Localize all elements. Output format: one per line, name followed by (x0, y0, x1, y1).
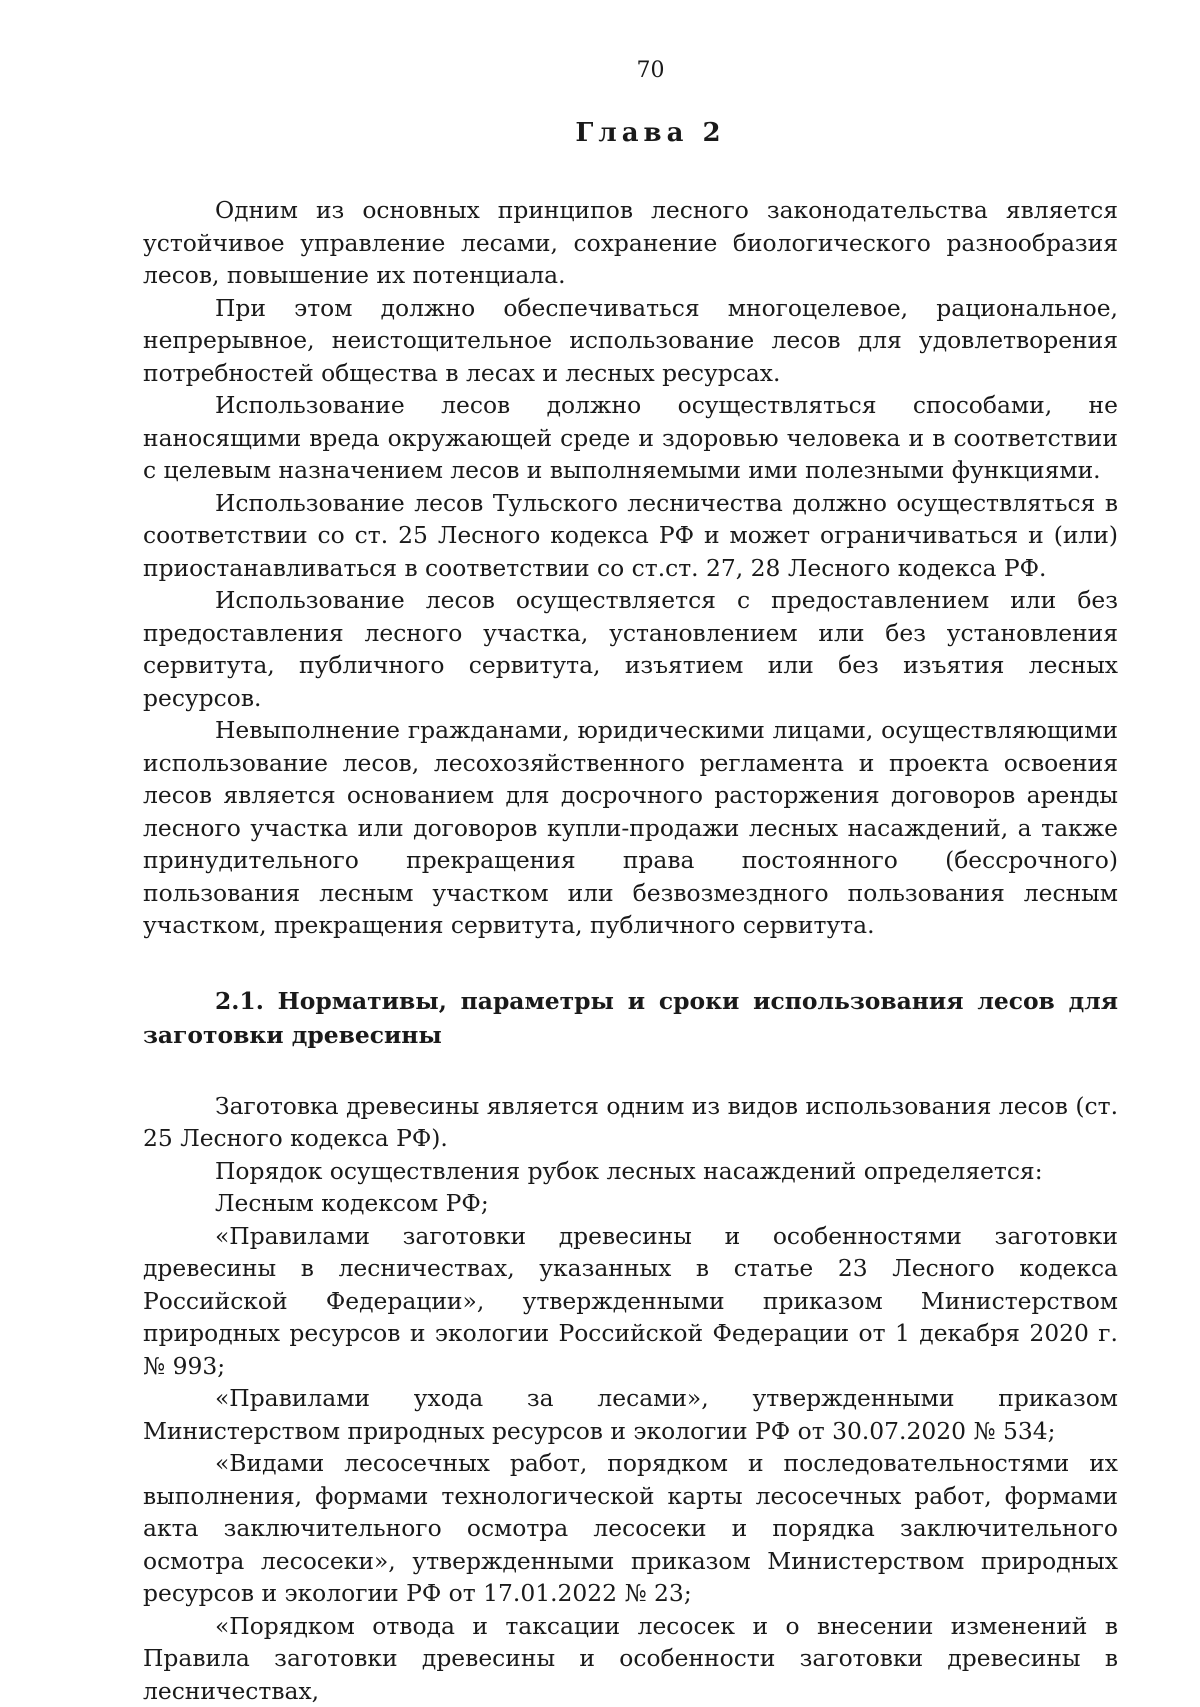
section-heading: 2.1. Нормативы, параметры и сроки использования лесов для заготовки древесины (143, 984, 1118, 1052)
paragraph: При этом должно обеспечиваться многоцелевое, рациональное, непрерывное, неистощительное использование лесов для удовлетворения потребностей общества в лесах и лесных ресурсах. (143, 292, 1118, 390)
paragraph: Заготовка древесины является одним из видов использования лесов (ст. 25 Лесного кодекса РФ). (143, 1090, 1118, 1155)
paragraph: «Правилами заготовки древесины и особенностями заготовки древесины в лесничествах, указанных в статье 23 Лесного кодекса Российской Федерации», утвержденными приказом Министерством природных ресурсов и экологии Российской Федерации от 1 декабря 2020 г. № 993; (143, 1220, 1118, 1383)
chapter-title: Глава 2 (143, 116, 1118, 150)
section-text (143, 1090, 1118, 1707)
paragraph: Использование лесов осуществляется с предоставлением или без предоставления лесного участка, установлением или без установления сервитута, публичного сервитута, изъятием или без изъятия лесных ресурсов. (143, 584, 1118, 714)
paragraph: Лесным кодексом РФ; (143, 1187, 1118, 1220)
paragraph: Использование лесов Тульского лесничества должно осуществляться в соответствии со ст. 25 Лесного кодекса РФ и может ограничиваться и (или) приостанавливаться в соответствии со ст.ст. 27, 28 Лесного кодекса РФ. (143, 487, 1118, 585)
paragraph: «Видами лесосечных работ, порядком и последовательностями их выполнения, формами технологической карты лесосечных работ, формами акта заключительного осмотра лесосеки и порядка заключительного осмотра лесосеки», утвержденными приказом Министерством природных ресурсов и экологии РФ от 17.01.2022 № 23; (143, 1447, 1118, 1610)
paragraph: «Порядком отвода и таксации лесосек и о внесении изменений в Правила заготовки древесины и особенности заготовки древесины в лесничествах, (143, 1610, 1118, 1707)
document-page (143, 0, 1118, 1707)
paragraph: «Правилами ухода за лесами», утвержденными приказом Министерством природных ресурсов и экологии РФ от 30.07.2020 № 534; (143, 1382, 1118, 1447)
page-number: 70 (143, 56, 1118, 86)
paragraph: Порядок осуществления рубок лесных насаждений определяется: (143, 1155, 1118, 1188)
intro-text (143, 194, 1118, 942)
paragraph: Использование лесов должно осуществляться способами, не наносящими вреда окружающей среде и здоровью человека и в соответствии с целевым назначением лесов и выполняемыми ими полезными функциями. (143, 389, 1118, 487)
paragraph: Невыполнение гражданами, юридическими лицами, осуществляющими использование лесов, лесохозяйственного регламента и проекта освоения лесов является основанием для досрочного расторжения договоров аренды лесного участка или договоров купли-продажи лесных насаждений, а также принудительного прекращения права постоянного (бессрочного) пользования лесным участком или безвозмездного пользования лесным участком, прекращения сервитута, публичного сервитута. (143, 714, 1118, 942)
paragraph: Одним из основных принципов лесного законодательства является устойчивое управление лесами, сохранение биологического разнообразия лесов, повышение их потенциала. (143, 194, 1118, 292)
